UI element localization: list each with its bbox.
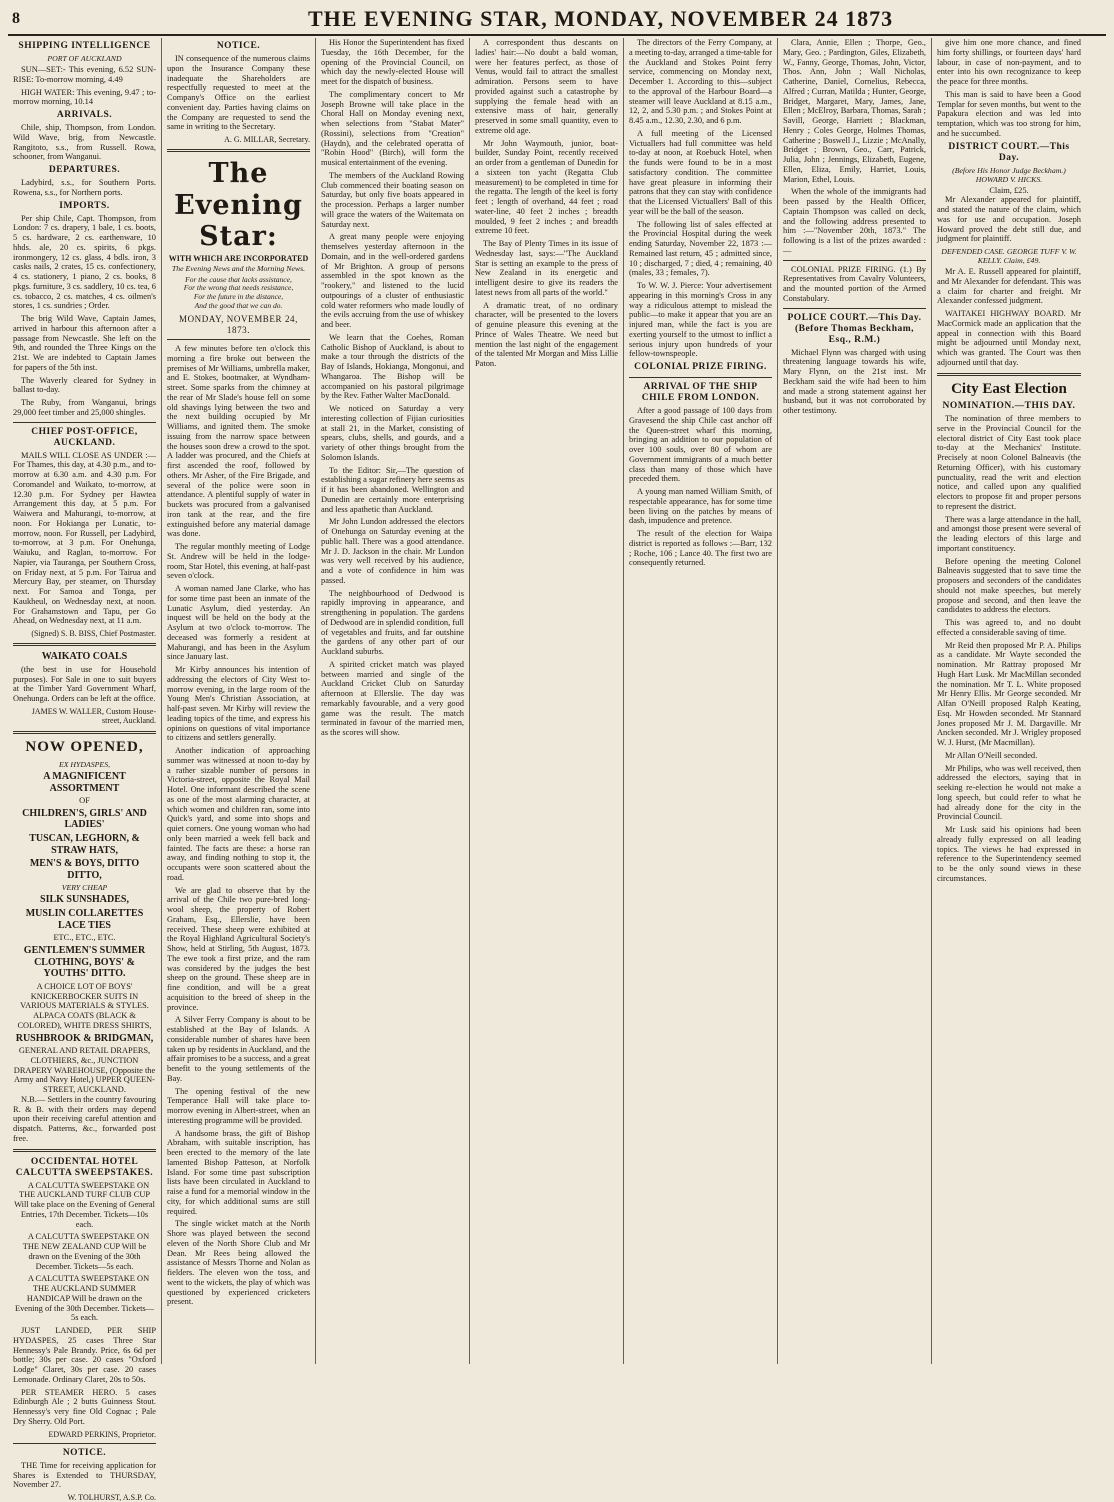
passenger-list: Clara, Annie, Ellen ; Thorpe, Geo., Mary, Geo. ; Pardington, Giles, Elizabeth, W., Fanny, George, Thomas, John, Victor, Thos. Ann, John ; Wall Nicholas, Catherine, Daniel, Cornelius, Rebecca, Alfred ; Curran, Matilda ; Hunter, George, Bridget, Margaret, Mary, James, Jane, Ellen ; McElroy, Barbara, Thomas, Sarah ; Savill, George, Harriett ; Blackman, Henry ; Coles George, Holmes Thomas, Catherine ; Boswell J., Lizzie ; McAnally, Bridget ; Brown, Geo., Carr, Patrick, Julia, John ; Jennings, Elizabeth, Eugene, Ellen, Eliza, Emily, Harriet, Louis, Marion, Ethel, Louis. bbox=[783, 38, 926, 184]
news-paragraph: The members of the Auckland Rowing Club commenced their boating season on Saturday, but only five boats appeared in the procession. Perhaps a larger number will grace the waters of the Waitemata on Saturday next. bbox=[321, 170, 464, 229]
ad-nb: N.B.— Settlers in the country favouring R. & B. with their orders may depend upon their receiving careful attention and dispatch. Patterns, &c., forwarded post free. bbox=[13, 1094, 156, 1143]
departures-list: Ladybird, s.s., for Southern Ports. Rowena, s.s., for Northern ports. bbox=[13, 178, 156, 197]
waverly-note: The Waverly cleared for Sydney in ballast to-day. bbox=[13, 375, 156, 395]
district-court-sub: (Before His Honor Judge Beckham.) HOWARD V. HICKS. bbox=[952, 165, 1066, 184]
news-paragraph: The result of the election for Waipa district is reported as follows :—Barr, 132 ; Roche, 106 ; Lance 40. The first two are consequently returned. bbox=[629, 529, 772, 568]
news-paragraph: Mr John Waymouth, junior, boat-builder, Sunday Point, recently received an order from a gentleman of Dunedin for a sixteen ton yacht (Regatta Club measurement) to be completed in time for the regatta. The length of the keel is forty feet ; length of overhand, 44 feet ; road water-line, 40 feet 2 inches ; breadth moulded, 9 feet 2 inches ; and breadth extreme 10 feet. bbox=[475, 138, 618, 236]
ad-line: MUSLIN COLLARETTES LACE TIES bbox=[25, 908, 144, 931]
editorial-paragraph: A Silver Ferry Company is about to be established at the Bay of Islands. A considerable number of shares have been taken up by residents in Auckland, and the affair promises to be a success, and a great benefit to the young settlements of the Bay. bbox=[167, 1015, 310, 1083]
police-court-heading: POLICE COURT.—This Day. (Before Thomas Beckham, Esq., R.M.) bbox=[787, 312, 922, 345]
waikato-coals-signature: JAMES W. WALLER, Custom House-street, Auckland. bbox=[31, 706, 156, 726]
ad-line: GENTLEMEN'S SUMMER CLOTHING, BOYS' & YOUTHS' DITTO. bbox=[23, 945, 146, 980]
column-3 bbox=[316, 38, 470, 1364]
divider bbox=[13, 731, 156, 734]
column-7 bbox=[932, 38, 1086, 1364]
column-4 bbox=[470, 38, 624, 1364]
high-water: HIGH WATER: This evening, 9.47 ; to-morrow morning, 10.14 bbox=[13, 87, 156, 107]
news-paragraph: The complimentary concert to Mr Joseph Browne will take place in the Choral Hall on Monday evening next, when selections from "Stabat Mater" (Rossini), selections from "Creation" (Haydn), and the celebrated operatta of "Robin Hood" (Birch), will form the musical entertainment of the evening. bbox=[321, 89, 464, 167]
column-5 bbox=[624, 38, 778, 1364]
editorial-paragraph: Another indication of approaching summer was witnessed at noon to-day by a rather sizable number of persons in Victoria-street, opposite the Royal Mail Hotel. One informant described the scene as one of the most alarming character, at which women and children ran, some into Quick's yard, and some into shops and quiet corners. One young woman who had only been married a week fell back and fainted. The facts are these: a horse ran away, and finding nothing to stop it, the occupants were soon scattered about the road. bbox=[167, 746, 310, 882]
news-paragraph: A correspondent thus descants on ladies' hair:—No doubt a bald woman, were her features perfect, as those of Venus, would fail to attract the smallest admiration. Persons seem to have provided against such a catastrophe by supplying the female head with an extensive mass of hair, generally preserved in some small quantity, even to extreme old age. bbox=[475, 38, 618, 135]
column-2 bbox=[162, 38, 316, 1364]
district-court-heading: DISTRICT COURT.—This Day. bbox=[948, 141, 1070, 163]
ad-line: VERY CHEAP bbox=[61, 883, 108, 893]
divider bbox=[629, 377, 772, 378]
motto bbox=[167, 276, 310, 311]
news-paragraph: To the Editor: Sir,—The question of establishing a sugar refinery here seems as if it has been abandoned. Wellington and Dunedin are certainly more enterprising and less apathetic than Auckland. bbox=[321, 465, 464, 514]
editorial-paragraph: Mr Kirby announces his intention of addressing the electors of City West to-morrow evening, in the large room of the Young Men's Christian Association, at half-past seven. Mr Kirby will review the leading topics of the time, and express his opinions on questions of vital importance to citizens and settlers generally. bbox=[167, 665, 310, 743]
ad-line: SILK SUNSHADES, bbox=[40, 894, 129, 906]
news-paragraph: COLONIAL PRIZE FIRING. (1.) By Representatives from Cavalry Volunteers, and the mounted portion of the Armed Constabulary. bbox=[783, 264, 926, 303]
divider bbox=[13, 422, 156, 423]
election-paragraph: There was a large attendance in the hall, and amongst those present were several of the leading electors of this large and important constituency. bbox=[937, 514, 1081, 553]
divider bbox=[783, 260, 926, 261]
per-steamer: PER STEAMER HERO. 5 cases Edinburgh Ale ; 2 butts Guinness Stout. Hennessy's very fine Old Cognac ; Pale Dry Sherry. Old Port. bbox=[13, 1387, 156, 1426]
editorial-paragraph: We are glad to observe that by the arrival of the Chile two pure-bred long-wool sheep, the property of Robert Graham, Esq., Ellerslie, have been received. These sheep were exhibited at the Royal Highland Agricultural Society's Show, held at Stirling, 5th August, 1873. The ewe took a first prize, and the ram was considered by the judges the best sheep on the ground. These sheep are in fine condition, and will be a great acquisition to the breed of sheep in the province. bbox=[167, 885, 310, 1012]
incorporated-line: WITH WHICH ARE INCORPORATED bbox=[168, 254, 309, 264]
news-paragraph: The following list of sales effected at the Provincial Hospital during the week ending Saturday, November 22, 1873 :—Remained last return, 45 ; admitted since, 10 ; discharged, 7 ; died, 4 ; remaining, 40 (males, 33 ; females, 7). bbox=[629, 219, 772, 278]
company-notice-heading: NOTICE. bbox=[216, 41, 261, 51]
ad-line: A CHOICE LOT OF BOYS' KNICKERBOCKER SUITS IN VARIOUS MATERIALS & STYLES. ALPACA COATS (BLACK & COLORED), WHITE DRESS SHIRTS, bbox=[17, 981, 152, 1030]
brig-note: The brig Wild Wave, Captain James, arrived in harbour this afternoon after a passage from Newcastle. She left on the 9th, and rounded the Three Kings on the 21st. We are indebted to Captain James for papers of the 5th inst. bbox=[13, 314, 156, 372]
just-landed: JUST LANDED, PER SHIP HYDASPES, 25 cases Three Star Hennessy's Pale Brandy. Price, 6s 6d per bottle; 30s per case. 20 cases "Oxford Lodge" Claret, 30s per case. 20 cases Lemonade. Ordinary Claret, 20s to 50s. bbox=[13, 1326, 156, 1384]
departures-heading: DEPARTURES. bbox=[48, 165, 121, 176]
post-office-signature: (Signed) S. B. BISS, Chief Postmaster. bbox=[31, 629, 156, 639]
divider bbox=[167, 149, 310, 152]
now-opened-sub: EX HYDASPES, bbox=[58, 759, 111, 769]
motto-line: And the good that we can do. bbox=[194, 300, 283, 310]
sweepstake-2: A CALCUTTA SWEEPSTAKE ON THE NEW ZEALAND CUP Will be drawn on the Evening of the 30th December. Tickets—5s each. bbox=[22, 1232, 150, 1271]
news-paragraph: After a good passage of 100 days from Gravesend the ship Chile cast anchor off the Queen-street wharf this morning, bringing an addition to our population of over 100 souls, over 80 of whom are Government immigrants of a much better class than many of those which have preceded them. bbox=[629, 406, 772, 484]
motto-line: For the wrong that needs resistance, bbox=[183, 283, 294, 293]
ad-line: ETC., ETC., ETC. bbox=[53, 933, 116, 943]
imports-list: Per ship Chile, Capt. Thompson, from London: 7 cs. drapery, 1 bale, 1 cs. boots, 5 cs. hardware, 2 cs. earthenware, 10 hhds. ale, 20 cs. spirits, 6 pkgs. ironmongery, 12 cs. glass, 4 bdls. iron, 3 casks nails, 2 crates, 15 cs. confectionery, 4 cs. stationery, 1 piano, 2 cs. books, 8 pkgs. furniture, 3 cs. saddlery, 10 cs. tea, 6 cs. tobacco, 2 cs. matches, 4 cs. oilmen's stores, 1 cs. sundries ; Order. bbox=[13, 213, 156, 311]
news-paragraph: When the whole of the immigrants had been passed by the Health Officer, Captain Thompson was called on deck, and the following address presented to him :—"November 20th, 1873." The following is a list of the prizes awarded :— bbox=[783, 187, 926, 255]
editorial-paragraph: The single wicket match at the North Shore was played between the second eleven of the North Shore Club and Mr Dean. Mr Rees being allowed the assistance of Messrs Thorne and Nolan as fielders. The eleven won the toss, and went to the wickets, the play of which was questioned by experienced cricketers present. bbox=[167, 1219, 310, 1307]
page-columns bbox=[8, 38, 1106, 1502]
sun-times: SUN—SET:- This evening, 6.52 SUN-RISE: To-morrow morning, 4.49 bbox=[13, 65, 156, 84]
sweepstakes-signature: EDWARD PERKINS, Proprietor. bbox=[48, 1429, 156, 1439]
news-paragraph: A dramatic treat, of no ordinary character, will be presented to the lovers of genuine pleasure this evening at the Prince of Wales Theatre. We need but mention the last night of the engagement of the talented Mr Morgan and Miss Lillie Paton. bbox=[475, 300, 618, 368]
news-paragraph: give him one more chance, and fined him forty shillings, or fourteen days' hard labour, in case of non-payment, and to enter into his own recognizance to keep the peace for three months. bbox=[937, 38, 1081, 86]
divider bbox=[937, 373, 1081, 376]
ad-line: MEN'S & BOYS, DITTO DITTO, bbox=[29, 858, 140, 881]
firm-address: GENERAL AND RETAIL DRAPERS, CLOTHIERS, &c., JUNCTION DRAPERY WAREHOUSE, (Opposite the Army and Navy Hotel,) UPPER QUEEN-STREET, AUCKLAND. bbox=[13, 1046, 156, 1095]
sweepstake-1: A CALCUTTA SWEEPSTAKE ON THE AUCKLAND TURF CLUB CUP Will take place on the Evening of General Entries, 17th December. Tickets—10s each. bbox=[14, 1180, 155, 1229]
news-paragraph: We noticed on Saturday a very interesting collection of Fijian curiosities at stall 21, in the Market, consisting of spears, clubs, shells, and gourds, and a variety of other things brought from the Solomon Islands. bbox=[321, 404, 464, 462]
news-paragraph: A great many people were enjoying themselves yesterday afternoon in the Domain, and in the well-ordered gardens of Mr Brighton. A group of persons assembled in the spot known as the "rookery," and listened to the lucid outpourings of a cluster of enthusiastic cold water reformers who made loudly of the evils accruing from the use of whiskey and beer. bbox=[321, 232, 464, 329]
issue-date: MONDAY, NOVEMBER 24, 1873. bbox=[178, 314, 298, 335]
divider bbox=[167, 339, 310, 340]
post-office-heading: CHIEF POST-OFFICE, AUCKLAND. bbox=[31, 426, 138, 448]
news-paragraph: WAITAKEI HIGHWAY BOARD. Mr MacCormick made an application that the appeal in connection with this Board might be adjourned until Monday next, which was granted. The Court was then adjourned until that day. bbox=[937, 309, 1081, 367]
editorial-paragraph: The opening festival of the new Temperance Hall will take place to-morrow evening in Albert-street, when an interesting programme will be provided. bbox=[167, 1086, 310, 1125]
ad-line: A MAGNIFICENT ASSORTMENT bbox=[43, 770, 126, 794]
news-paragraph: The directors of the Ferry Company, at a meeting to-day, arranged a time-table for the Auckland and Stokes Point ferry service, commencing on Monday next, December 1. According to this—subject to the approval of the Harbour Board—a steamer will leave Auckland at 8.15 a.m., 12, 2, and 5.30 p.m. ; and Stokes Point at 8.45 a.m., 12.30, 2.30, and 6 p.m. bbox=[629, 38, 772, 125]
news-paragraph: A full meeting of the Licensed Victuallers had full committee was held to-day at noon, at Roebuck Hotel, when the funds were found to be in a most satisfactory condition. The committee have great pleasure in informing their patrons that they can stay with confidence that the Licensed Victuallers' Ball of this year will be the ball of the season. bbox=[629, 128, 772, 216]
port-heading: PORT OF AUCKLAND bbox=[47, 54, 122, 64]
section-heading: COLONIAL PRIZE FIRING. bbox=[634, 362, 767, 372]
defended-case: DEFENDED CASE. GEORGE TUFF V. W. KELLY. Claim, £49. bbox=[941, 247, 1077, 266]
company-notice-body: IN consequence of the numerous claims upon the Insurance Company these inadequate the Shareholders are respectfully requested to meet at the Company's Office on the earliest convenient day. Parties having claims on the Company are requested to send the same in writing to the Secretary. bbox=[167, 54, 310, 132]
news-paragraph: Mr Alexander appeared for plaintiff, and stated the nature of the claim, which was for use and occupation. Joseph Howard proved the debt still due, and judgment for plaintiff. bbox=[937, 195, 1081, 244]
divider bbox=[13, 1443, 156, 1444]
notice-body: THE Time for receiving application for Shares is Extended to THURSDAY, November 27. bbox=[13, 1460, 156, 1490]
firm-name: RUSHBROOK & BRIDGMAN, bbox=[15, 1032, 154, 1044]
claim-amount: Claim, £25. bbox=[989, 185, 1029, 195]
now-opened-heading: NOW OPENED, bbox=[25, 738, 144, 755]
news-paragraph: Mr A. E. Russell appeared for plaintiff, and Mr Alexander for defendant. This was a claim for charter and freight. Mr Alexander confessed judgment. bbox=[937, 267, 1081, 306]
election-paragraph: This was agreed to, and no doubt effected a considerable saving of time. bbox=[937, 618, 1081, 637]
editorial-paragraph: A woman named Jane Clarke, who has for some time past been an inmate of the Lunatic Asylum, died yesterday. An inquest will be held on the body at the Asylum at two o'clock to-morrow. The deceased was formerly a resident at Mahurangi, and has been in the Asylum since January last. bbox=[167, 584, 310, 662]
election-heading: City East Election bbox=[951, 380, 1067, 397]
evening-star-title: The Evening Star: bbox=[174, 158, 303, 252]
sweepstake-3: A CALCUTTA SWEEPSTAKE ON THE AUCKLAND SUMMER HANDICAP Will be drawn on the Evening of the 30th December. Tickets—5s each. bbox=[14, 1274, 155, 1323]
motto-line: For the cause that lacks assistance, bbox=[185, 274, 292, 284]
shipping-heading: SHIPPING INTELLIGENCE bbox=[18, 41, 151, 51]
ad-line: CHILDREN'S, GIRLS' AND LADIES' bbox=[22, 807, 147, 831]
news-paragraph: A young man named William Smith, of respectable appearance, has for some time been living on the patches by means of dash, impudence and pretence. bbox=[629, 487, 772, 526]
divider bbox=[13, 1149, 156, 1152]
page-number: 8 bbox=[12, 10, 20, 27]
ad-line: OF bbox=[79, 796, 90, 806]
sweepstakes-heading: OCCIDENTAL HOTEL CALCUTTA SWEEPSTAKES. bbox=[15, 1156, 154, 1178]
arrivals-heading: ARRIVALS. bbox=[56, 110, 113, 121]
column-1 bbox=[8, 38, 162, 1502]
news-paragraph: This man is said to have been a Good Templar for seven months, but went to the Papakura election and was led into temptation, which was too strong for him, and he succumbed. bbox=[937, 89, 1081, 138]
news-paragraph: We learn that the Coehes, Roman Catholic Bishop of Auckland, is about to make a tour through the districts of the Bay of Islands, Hokianga, Mongonui, and Whangaroa. The Bishop will be accompanied on his pastoral pilgrimage by the Rev. Father Walter MacDonald. bbox=[321, 332, 464, 401]
ruby-note: The Ruby, from Wanganui, brings 29,000 feet timber and 25,000 shingles. bbox=[13, 398, 156, 417]
election-paragraph: Before opening the meeting Colonel Balneavis suggested that to save time the proposers and seconders of the candidates should not make speeches, but merely propose and second, and then leave the candidates to address the electors. bbox=[937, 556, 1081, 615]
news-paragraph: The Bay of Plenty Times in its issue of Wednesday last, says:—"The Auckland Star is setting an example to the press of New Zealand in its energetic and intelligent desire to give its readers the latest news from all parts of the world." bbox=[475, 239, 618, 297]
news-paragraph: The neighbourhood of Dedwood is rapidly improving in appearance, and strengthening in population. The gardens of Dedwood are in splendid condition, full of vegetables and fruits, and far outshine the gardens of any other part of our Auckland suburbs. bbox=[321, 588, 464, 656]
column-6 bbox=[778, 38, 932, 1364]
notice-signature: W. TOLHURST, A.S.P. Co. bbox=[67, 1493, 156, 1502]
divider bbox=[13, 643, 156, 646]
divider bbox=[783, 308, 926, 309]
news-paragraph: A spirited cricket match was played between married and single of the Auckland Cricket Club on Saturday afternoon at Ellerslie. The day was remarkably favourable, and a very good game was the result. The match terminated in favour of the married men, as the scores will show. bbox=[321, 659, 464, 737]
editorial-paragraph: A few minutes before ten o'clock this morning a fire broke out between the premises of Mr Williams, umbrella maker, and E. Stokes, bootmaker, at Wyndham-street. Some sparks from the chimney at the rear of Mr Slade's house fell on some old shavings lying between the two and the next building occupied by Mr Williams, and ignited them. The smoke issuing from the narrow space between the houses soon drew a crowd to the spot. A ladder was procured, and the Chiefs at first ascended the roof, followed by others. Mr Asher, of the Fire Brigade, and several of the police were soon in attendance. A plentiful supply of water in buckets was procured from a galvanised iron tank at the rear, and the fire extinguished before any material damage was done. bbox=[167, 344, 310, 539]
election-paragraph: Mr Lusk said his opinions had been already fully expressed on all leading topics. The views he had expressed in reference to the Superintendency seemed to be the only sound views in these circumstances. bbox=[937, 825, 1081, 883]
newspaper-masthead bbox=[8, 6, 1106, 36]
post-office-body: MAILS WILL CLOSE AS UNDER :— For Thames, this day, at 4.30 p.m., and to-morrow at 6.30 a.m. and 4.30 p.m. For Coromandel and Waikato, to-morrow, at 12.30 p.m. For Sydney per Hawtea Arrangement this day, at 5 p.m. For Waiwera and Mahurangi, to-morrow, at noon. For Hokianga per Lunatic, to-morrow, noon. For Russell, per Ladybird, to-morrow, at 3 p.m. For Onehunga, Waiuku, and Raglan, to-morrow. For Napier, via Tauranga, per Southern Cross, on Friday next, at 5 p.m. For Tairua and Mercury Bay, per steamer, on Thursday next. For Samoa and Tonga, per Kaukheul, on Wednesday next, at noon. For Grahamstown and Tapu, per Go Ahead, on Wednesday next, at 11 a.m. bbox=[13, 450, 156, 626]
election-paragraph: Mr Allan O'Neill seconded. bbox=[945, 750, 1038, 760]
waikato-coals-body: (the best in use for Household purposes). For Sale in one to suit buyers at the Timber Yard Government Wharf, Onehunga. Orders can be left at the office. bbox=[13, 664, 156, 704]
arrivals-list: Chile, ship, Thompson, from London. Wild Wave, brig, from Newcastle. Rangitoto, s.s., from Russell. Rowa, schooner, from Wanganui. bbox=[13, 123, 156, 162]
news-paragraph: Michael Flynn was charged with using threatening language towards his wife, Mary Flynn, on the 21st inst. Mr Beckham said the wife had been to him and made a strong statement against her husband, but it was not corroborated by other testimony. bbox=[783, 347, 926, 416]
ad-line: TUSCAN, LEGHORN, & STRAW HATS, bbox=[29, 833, 140, 856]
news-paragraph: His Honor the Superintendent has fixed Tuesday, the 16th December, for the opening of the Provincial Council, on which day the newly-elected House will meet for the dispatch of business. bbox=[321, 38, 464, 86]
election-paragraph: Mr Philips, who was well received, then addressed the electors, saying that in seeking re-election he would not make a long speech, but could refer to what he had already done for the city in the Provincial Council. bbox=[937, 763, 1081, 822]
motto-line: For the future in the distance, bbox=[193, 291, 284, 301]
editorial-paragraph: The regular monthly meeting of Lodge St. Andrew will be held in the lodge-room, Star Hotel, this evening, at half-past seven o'clock. bbox=[167, 542, 310, 581]
election-paragraph: Mr Reid then proposed Mr P. A. Philips as a candidate. Mr Wayte seconded the nomination. Mr Rattray proposed Mr Hugh Hart Lusk. Mr MacMillan seconded the nomination. Mr T. L. White proposed Mr Henry Ellis. Mr George seconded. Mr Alfan O'Neill proposed Ralph Keating, Esq. Mr Howden seconded. Mr Stannard Jones proposed Mr J. M. Dargaville. Mr Ancken seconded. Mr J. Wrigley proposed W. J. Hurst, (Mr Macmillan). bbox=[937, 640, 1081, 748]
company-notice-signature: A. G. MILLAR, Secretary. bbox=[224, 135, 310, 145]
newspaper-title: THE EVENING STAR, MONDAY, NOVEMBER 24 1873 bbox=[308, 6, 894, 31]
incorporated-papers: The Evening News and the Morning News. bbox=[171, 264, 306, 274]
notice-heading: NOTICE. bbox=[62, 1447, 107, 1458]
editorial-paragraph: A handsome brass, the gift of Bishop Abraham, with suitable inscription, has been erected to the memory of the late lamented Bishop Patteson, at Norfolk Island. For some time past subscription lists have been circulated in Auckland to raise a fund for a memorial window in the city, for which additional sums are still required. bbox=[167, 1128, 310, 1216]
election-paragraph: The nomination of three members to serve in the Provincial Council for the electoral district of City East took place to-day at the Mechanics' Institute. Precisely at noon Colonel Balneavis (the Returning Officer), with his customary punctuality, read the writ and election notice, and called upon any qualified electors to propose fit and proper persons to represent the district. bbox=[937, 414, 1081, 511]
section-heading: ARRIVAL OF THE SHIP CHILE FROM LONDON. bbox=[641, 382, 760, 404]
waikato-coals-heading: WAIKATO COALS bbox=[41, 651, 128, 663]
nomination-heading: NOMINATION.—THIS DAY. bbox=[942, 401, 1076, 412]
news-paragraph: To W. W. J. Pierce: Your advertisement appearing in this morning's Cross in any way a ridiculous attempt to mislead the public—to make it appear that you are an injured man, while the fact is you are exerting yourself to the utmost to inflict a serious injury upon hundreds of your fellow-townspeople. bbox=[629, 281, 772, 359]
news-paragraph: Mr John Lundon addressed the electors of Onehunga on Saturday evening at the public hall. There was a good attendance. Mr J. D. Jackson in the chair. Mr Lundon was very well received by his audience, and a vote of confidence in him was passed. bbox=[321, 517, 464, 585]
imports-heading: IMPORTS. bbox=[59, 200, 110, 211]
